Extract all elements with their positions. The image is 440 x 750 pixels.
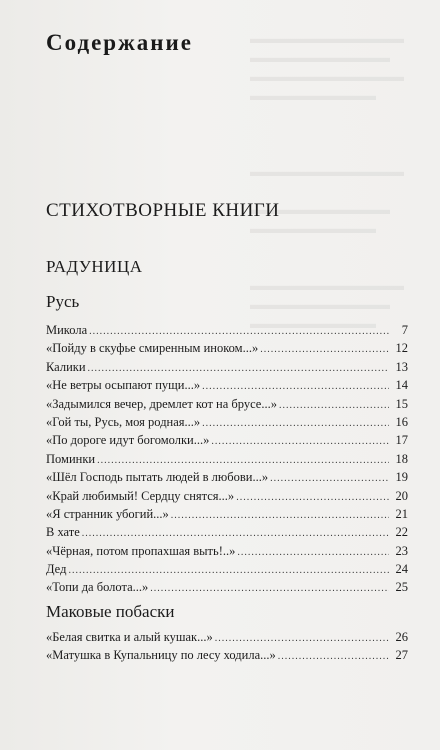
toc-entry-page: 26 [395,630,408,644]
toc-entry-title: Поминки [46,451,96,466]
part-heading-rus: Русь [46,292,80,311]
toc-entry-page: 27 [395,648,408,663]
toc-entry[interactable] [46,505,408,523]
toc-entry[interactable] [46,413,408,431]
toc-entry[interactable] [46,339,408,357]
dot-leader [202,415,389,433]
toc-entry[interactable] [46,542,408,560]
toc-entry-title: «Гой ты, Русь, моя родная...» [46,414,201,429]
toc-entry-page: 19 [395,470,408,485]
toc-entry-page: 13 [395,359,408,374]
dot-leader [211,433,389,451]
toc-entry-title: Микола [46,323,88,337]
toc-entry[interactable] [46,321,408,339]
toc-list-rus [46,321,408,597]
toc-entry[interactable] [46,560,408,578]
toc-entry-page: 24 [395,562,408,577]
dot-leader [237,544,389,562]
toc-entry-title: В хате [46,525,80,540]
toc-entry-title: Дед [46,562,67,577]
toc-entry-title: «Шёл Господь пытать людей в любови...» [46,470,269,485]
bleed-through-text: ▬▬▬▬▬▬▬▬▬▬▬ ▬▬▬▬▬▬▬▬▬▬ ▬▬▬▬▬▬▬▬▬▬▬ ▬▬▬▬▬▬▬▬▬ ▬▬▬▬▬▬▬▬▬▬▬ ▬▬▬▬▬▬▬▬▬▬ ▬▬▬▬▬▬▬▬▬ ▬▬▬▬▬▬▬▬▬▬▬ ▬▬▬▬▬▬▬▬▬▬ ▬▬▬▬▬▬▬▬▬ [250,32,404,332]
toc-entry-page: 20 [395,488,408,503]
toc-entry-title: «По дороге идут богомолки...» [46,433,210,448]
toc-entry-title: «Пойду в скуфье смиренным иноком...» [46,341,259,356]
toc-entry-title: «Чёрная, потом пропахшая выть!..» [46,543,236,558]
toc-entry-page: 7 [401,323,408,337]
dot-leader [171,507,389,525]
toc-entry-title: «Край любимый! Сердцу снятся...» [46,488,235,503]
toc-entry-page: 15 [395,396,408,411]
toc-entry-page: 12 [395,341,408,356]
page-title: Содержание [46,30,193,55]
dot-leader [270,470,389,488]
toc-entry[interactable] [46,376,408,394]
toc-entry-title: «Задымился вечер, дремлет кот на брусе...» [46,396,277,411]
toc-entry-title: Калики [46,359,86,374]
toc-list-makovye-pobaski [46,628,408,665]
dot-leader [260,341,389,359]
toc-entry-page: 17 [395,433,408,448]
section-heading: СТИХОТВОРНЫЕ КНИГИ [46,200,280,221]
toc-entry[interactable] [46,468,408,486]
dot-leader [150,580,389,598]
toc-entry-title: «Белая свитка и алый кушак...» [46,630,213,644]
toc-entry[interactable] [46,628,408,646]
toc-entry[interactable] [46,523,408,541]
toc-entry-page: 16 [395,414,408,429]
toc-entry-page: 18 [395,451,408,466]
dot-leader [278,648,389,666]
toc-entry-title: «Я странник убогий...» [46,506,169,521]
toc-entry[interactable] [46,646,408,664]
part-heading-makovye-pobaski: Маковые побаски [46,602,175,621]
toc-entry[interactable] [46,578,408,596]
toc-entry-title: «Топи да болота...» [46,580,149,595]
toc-entry[interactable] [46,395,408,413]
book-heading: РАДУНИЦА [46,257,143,276]
toc-entry-page: 23 [395,543,408,558]
toc-entry[interactable] [46,431,408,449]
dot-leader [236,489,389,507]
toc-entry[interactable] [46,450,408,468]
toc-entry[interactable] [46,358,408,376]
toc-entry-title: «Матушка в Купальницу по лесу ходила...» [46,648,276,663]
dot-leader [279,397,389,415]
toc-entry-page: 25 [395,580,408,595]
toc-entry[interactable] [46,487,408,505]
toc-entry-title: «Не ветры осыпают пущи...» [46,378,201,393]
toc-entry-page: 22 [395,525,408,540]
toc-entry-page: 21 [395,506,408,521]
toc-entry-page: 14 [395,378,408,393]
